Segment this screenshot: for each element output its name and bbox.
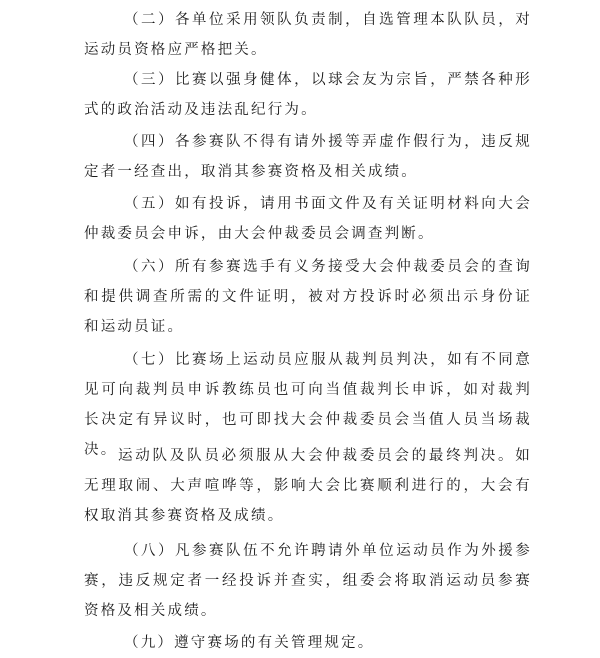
paragraph-6: （六）所有参赛选手有义务接受大会仲裁委员会的查询和提供调查所需的文件证明，被对方投诉时必须出示身份证和运动员证。: [84, 259, 532, 335]
paragraph-7: （七）比赛场上运动员应服从裁判员判决，如有不同意见可向裁判员申诉教练员也可向当值裁判长申诉，如对裁判长决定有异议时，也可即找大会仲裁委员会当值人员当场裁决。: [84, 352, 532, 458]
paragraph-9: （九）遵守赛场的有关管理规定。: [124, 635, 375, 651]
paragraph-5: （五）如有投诉，请用书面文件及有关证明材料向大会仲裁委员会申诉，由大会仲裁委员会调查判断。: [84, 196, 532, 242]
paragraph-8: （八）凡参赛队伍不允许聘请外单位运动员作为外援参赛，违反规定者一经投诉并查实，组委会将取消运动员参赛资格及相关成绩。: [84, 543, 532, 619]
paragraph-2: （二）各单位采用领队负责制，自选管理本队队员，对运动员资格应严格把关。: [84, 12, 532, 58]
paragraph-4: （四）各参赛队不得有请外援等弄虚作假行为，违反规定者一经查出，取消其参赛资格及相关成绩。: [84, 134, 532, 180]
paragraph-3: （三）比赛以强身健体，以球会友为宗旨，严禁各种形式的政治活动及违法乱纪行为。: [84, 72, 532, 118]
paragraph-7-continuation: 运动队及队员必须服从大会仲裁委员会的最终判决。如无理取闹、大声喧哗等，影响大会比赛顺利进行的，大会有权取消其参赛资格及成绩。: [84, 448, 532, 524]
